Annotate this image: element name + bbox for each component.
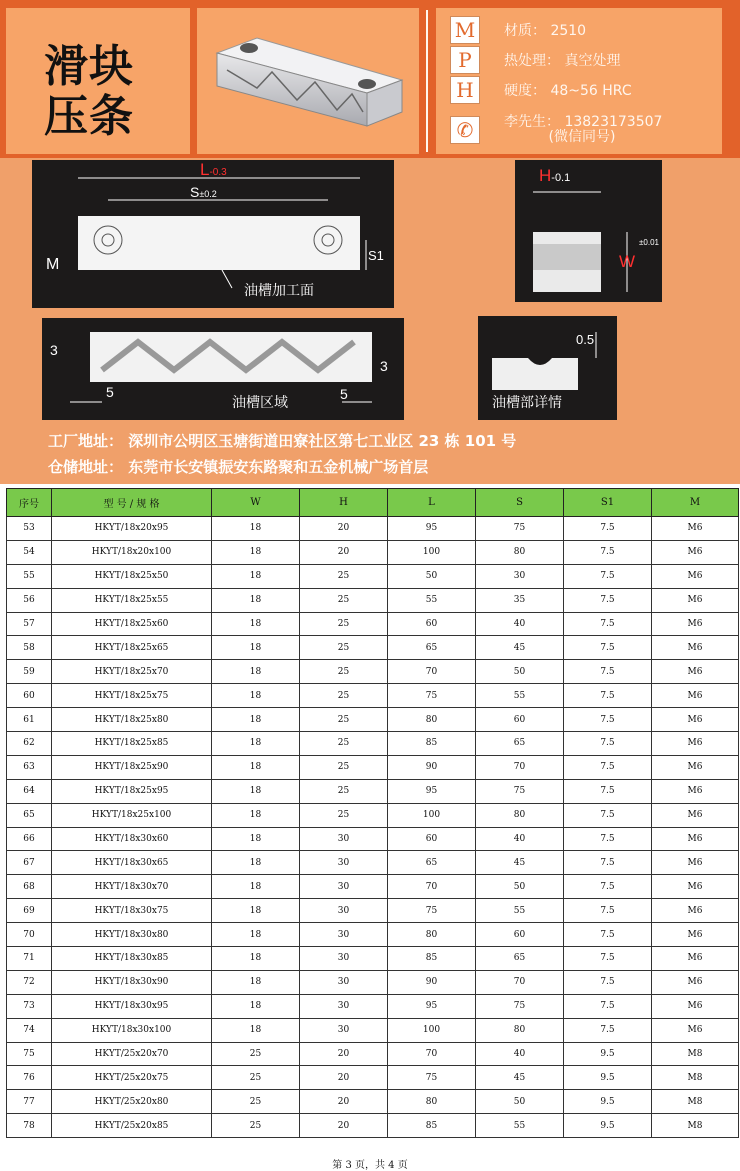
table-cell: 54 [7,540,52,564]
table-cell: M6 [652,588,739,612]
table-row [7,779,739,803]
table-cell: HKYT/25x20x70 [52,1042,212,1066]
spec-table [6,488,739,1138]
table-cell: 85 [388,1114,476,1138]
table-cell: 18 [212,540,300,564]
table-cell: 25 [212,1114,300,1138]
table-row [7,851,739,875]
table-cell: 70 [388,1042,476,1066]
table-cell: 95 [388,779,476,803]
table-cell: 67 [7,851,52,875]
table-cell: 18 [212,708,300,732]
table-cell: 77 [7,1090,52,1114]
table-cell: 30 [300,994,388,1018]
dim-M: M [46,256,60,273]
table-cell: 25 [300,636,388,660]
table-cell: 50 [476,660,564,684]
top-view-drawing [32,160,394,308]
table-cell: HKYT/18x25x65 [52,636,212,660]
table-cell: 7.5 [564,827,652,851]
table-cell: 18 [212,660,300,684]
table-cell: 18 [212,923,300,947]
material-icon: M [450,16,480,44]
table-cell: 100 [388,540,476,564]
table-cell: 25 [300,755,388,779]
table-cell: 7.5 [564,779,652,803]
dim-L: L-0.3 [200,160,227,179]
table-cell: 65 [476,947,564,971]
table-cell: HKYT/18x25x60 [52,612,212,636]
column-header: S1 [564,489,652,517]
table-row [7,899,739,923]
table-cell: 7.5 [564,970,652,994]
spec-panel [436,8,722,154]
table-row [7,564,739,588]
table-cell: 7.5 [564,540,652,564]
table-cell: M6 [652,612,739,636]
side-view-drawing [515,160,662,302]
table-cell: 30 [300,875,388,899]
table-cell: 7.5 [564,588,652,612]
dim-5-right: 5 [340,386,348,402]
table-cell: 9.5 [564,1114,652,1138]
table-cell: 18 [212,564,300,588]
column-header: H [300,489,388,517]
table-cell: 30 [300,923,388,947]
column-header: M [652,489,739,517]
table-row [7,755,739,779]
table-cell: 40 [476,827,564,851]
table-row [7,875,739,899]
table-row [7,612,739,636]
table-cell: 62 [7,732,52,756]
table-cell: 20 [300,517,388,541]
table-cell: 75 [476,994,564,1018]
page-footer: 第 3 页，共 4 页 [332,1160,408,1171]
table-cell: M6 [652,564,739,588]
table-cell: M6 [652,540,739,564]
dim-3-right: 3 [380,358,388,374]
table-row [7,660,739,684]
table-cell: 9.5 [564,1066,652,1090]
table-cell: M6 [652,970,739,994]
table-row [7,1042,739,1066]
table-row [7,732,739,756]
table-cell: HKYT/18x30x60 [52,827,212,851]
table-cell: 59 [7,660,52,684]
table-cell: HKYT/18x30x95 [52,994,212,1018]
table-cell: M6 [652,755,739,779]
table-cell: 20 [300,540,388,564]
table-cell: 30 [300,947,388,971]
table-cell: 25 [300,684,388,708]
table-cell: 69 [7,899,52,923]
table-body [7,517,739,1138]
table-cell: 9.5 [564,1042,652,1066]
table-cell: 7.5 [564,684,652,708]
column-header: S [476,489,564,517]
table-cell: M6 [652,660,739,684]
table-cell: HKYT/18x25x55 [52,588,212,612]
table-cell: 75 [388,684,476,708]
table-row [7,517,739,541]
table-cell: 7.5 [564,923,652,947]
table-cell: 90 [388,970,476,994]
table-cell: 7.5 [564,564,652,588]
table-cell: 30 [300,1018,388,1042]
table-cell: 30 [300,899,388,923]
table-cell: 25 [300,564,388,588]
table-cell: 56 [7,588,52,612]
table-cell: 73 [7,994,52,1018]
table-row [7,947,739,971]
table-cell: M6 [652,732,739,756]
heat-treatment-icon: P [450,46,480,74]
table-cell: 18 [212,636,300,660]
table-cell: 9.5 [564,1090,652,1114]
table-cell: 25 [212,1042,300,1066]
table-cell: M6 [652,803,739,827]
spec-material: M 材质： 2510 [450,16,586,44]
table-cell: 18 [212,994,300,1018]
table-cell: 7.5 [564,732,652,756]
table-cell: 75 [7,1042,52,1066]
table-cell: 60 [388,612,476,636]
table-cell: 18 [212,827,300,851]
oil-face-label: 油槽加工面 [244,282,314,298]
warehouse-address: 仓储地址： 东莞市长安镇振安东路聚和五金机械广场首层 [48,458,429,476]
table-cell: M6 [652,636,739,660]
table-row [7,540,739,564]
factory-address: 工厂地址： 深圳市公明区玉塘街道田寮社区第七工业区 23 栋 101 号 [48,432,517,450]
table-cell: HKYT/18x25x90 [52,755,212,779]
table-row [7,636,739,660]
table-cell: M8 [652,1042,739,1066]
table-cell: 100 [388,1018,476,1042]
table-cell: 45 [476,636,564,660]
table-cell: 80 [388,1090,476,1114]
table-cell: 65 [476,732,564,756]
table-cell: 7.5 [564,875,652,899]
table-cell: 70 [388,875,476,899]
table-cell: 61 [7,708,52,732]
table-cell: 95 [388,994,476,1018]
table-cell: 50 [388,564,476,588]
table-cell: 20 [300,1042,388,1066]
table-cell: 25 [212,1066,300,1090]
product-title: 滑块 压条 [44,41,134,142]
table-cell: 53 [7,517,52,541]
column-header: 序号 [7,489,52,517]
table-cell: 7.5 [564,517,652,541]
table-row [7,588,739,612]
table-cell: 25 [300,660,388,684]
table-cell: HKYT/18x25x85 [52,732,212,756]
table-cell: 18 [212,947,300,971]
table-cell: 80 [388,708,476,732]
table-cell: M8 [652,1090,739,1114]
table-cell: 18 [212,755,300,779]
table-cell: 85 [388,947,476,971]
table-cell: 55 [476,684,564,708]
table-cell: 7.5 [564,947,652,971]
table-cell: M6 [652,875,739,899]
dim-S: S±0.2 [190,184,217,200]
table-cell: 18 [212,803,300,827]
table-cell: 18 [212,899,300,923]
table-cell: 58 [7,636,52,660]
table-cell: M6 [652,851,739,875]
product-photo [197,8,419,154]
table-cell: 18 [212,684,300,708]
table-cell: 40 [476,1042,564,1066]
table-cell: HKYT/18x30x80 [52,923,212,947]
table-cell: 76 [7,1066,52,1090]
table-cell: 85 [388,732,476,756]
table-cell: HKYT/18x25x100 [52,803,212,827]
table-cell: 75 [476,779,564,803]
table-cell: 100 [388,803,476,827]
table-cell: 18 [212,588,300,612]
table-cell: 55 [7,564,52,588]
table-cell: HKYT/25x20x85 [52,1114,212,1138]
table-row [7,1090,739,1114]
oil-detail-label: 油槽部详情 [492,394,562,410]
table-cell: 20 [300,1090,388,1114]
table-cell: 70 [476,970,564,994]
divider [426,10,428,152]
table-cell: 75 [388,1066,476,1090]
dim-5-left: 5 [106,384,114,400]
table-cell: HKYT/25x20x75 [52,1066,212,1090]
table-cell: 7.5 [564,636,652,660]
table-cell: 70 [7,923,52,947]
table-cell: M6 [652,947,739,971]
table-cell: 30 [300,827,388,851]
table-cell: M6 [652,923,739,947]
spec-hardness: H 硬度： 48~56 HRC [450,76,632,104]
table-cell: HKYT/18x20x100 [52,540,212,564]
table-cell: 7.5 [564,994,652,1018]
table-cell: M6 [652,1018,739,1042]
table-cell: 25 [212,1090,300,1114]
table-row [7,684,739,708]
table-header-row [7,489,739,517]
table-cell: 18 [212,517,300,541]
table-cell: 25 [300,803,388,827]
table-cell: 18 [212,732,300,756]
oil-groove-detail-drawing [478,316,617,420]
dim-H: H-0.1 [539,166,571,185]
table-cell: 70 [476,755,564,779]
table-cell: 95 [388,517,476,541]
table-row [7,970,739,994]
hardness-icon: H [450,76,480,104]
table-cell: 30 [300,970,388,994]
table-cell: 72 [7,970,52,994]
table-cell: 60 [7,684,52,708]
table-cell: M6 [652,994,739,1018]
table-cell: 50 [476,1090,564,1114]
table-cell: M6 [652,708,739,732]
table-cell: 18 [212,851,300,875]
table-cell: 7.5 [564,612,652,636]
table-cell: M6 [652,779,739,803]
table-cell: 65 [388,636,476,660]
table-cell: 70 [388,660,476,684]
table-cell: 55 [476,1114,564,1138]
table-row [7,1066,739,1090]
table-cell: 30 [300,851,388,875]
table-cell: HKYT/25x20x80 [52,1090,212,1114]
table-row [7,803,739,827]
table-cell: HKYT/18x25x80 [52,708,212,732]
table-cell: HKYT/18x30x90 [52,970,212,994]
product-photo-panel [197,8,419,154]
table-cell: M6 [652,899,739,923]
table-cell: 60 [388,827,476,851]
phone-icon: ✆ [450,116,480,144]
table-cell: HKYT/18x25x50 [52,564,212,588]
dim-S1: S1 [368,248,384,263]
spec-contact: ✆ 李先生： 13823173507 (微信同号) [450,112,662,148]
table-row [7,827,739,851]
table-cell: 18 [212,779,300,803]
table-cell: M8 [652,1066,739,1090]
table-cell: HKYT/18x30x75 [52,899,212,923]
table-cell: 63 [7,755,52,779]
table-cell: 45 [476,1066,564,1090]
table-cell: 74 [7,1018,52,1042]
table-cell: 75 [476,517,564,541]
table-cell: HKYT/18x25x75 [52,684,212,708]
column-header: 型 号 / 规 格 [52,489,212,517]
dim-3-left: 3 [50,342,58,358]
table-cell: 60 [476,708,564,732]
table-cell: 18 [212,1018,300,1042]
table-cell: 90 [388,755,476,779]
title-panel [6,8,190,154]
table-cell: 25 [300,732,388,756]
table-cell: 57 [7,612,52,636]
column-header: L [388,489,476,517]
table-cell: HKYT/18x25x70 [52,660,212,684]
table-cell: 50 [476,875,564,899]
spec-heat-treatment: P 热处理： 真空处理 [450,46,620,74]
table-cell: 68 [7,875,52,899]
table-row [7,708,739,732]
table-cell: 7.5 [564,803,652,827]
table-cell: M6 [652,684,739,708]
table-cell: 80 [476,1018,564,1042]
table-cell: 55 [388,588,476,612]
dim-W-tol: ±0.01 [639,238,659,247]
table-cell: M8 [652,1114,739,1138]
table-cell: 30 [476,564,564,588]
table-cell: 18 [212,970,300,994]
oil-area-label: 油槽区域 [232,394,288,410]
table-row [7,923,739,947]
table-row [7,1114,739,1138]
table-cell: M6 [652,827,739,851]
table-cell: 60 [476,923,564,947]
table-cell: 25 [300,779,388,803]
table-cell: 71 [7,947,52,971]
table-cell: 64 [7,779,52,803]
table-cell: 20 [300,1066,388,1090]
table-cell: 80 [476,540,564,564]
oil-groove-drawing [42,318,404,420]
table-cell: 7.5 [564,1018,652,1042]
table-cell: 80 [476,803,564,827]
table-cell: 7.5 [564,660,652,684]
table-cell: 7.5 [564,708,652,732]
table-cell: HKYT/18x20x95 [52,517,212,541]
table-cell: 35 [476,588,564,612]
table-cell: 65 [388,851,476,875]
table-cell: 18 [212,875,300,899]
table-cell: 25 [300,612,388,636]
table-cell: 45 [476,851,564,875]
table-cell: 25 [300,588,388,612]
table-cell: 78 [7,1114,52,1138]
table-cell: 40 [476,612,564,636]
table-row [7,994,739,1018]
table-cell: HKYT/18x30x65 [52,851,212,875]
table-cell: HKYT/18x30x100 [52,1018,212,1042]
table-cell: 66 [7,827,52,851]
table-cell: M6 [652,517,739,541]
table-cell: 65 [7,803,52,827]
table-cell: 20 [300,1114,388,1138]
table-cell: 7.5 [564,899,652,923]
table-cell: HKYT/18x25x95 [52,779,212,803]
table-cell: 7.5 [564,851,652,875]
table-cell: 75 [388,899,476,923]
table-cell: 25 [300,708,388,732]
table-cell: 80 [388,923,476,947]
table-row [7,1018,739,1042]
table-cell: 7.5 [564,755,652,779]
table-cell: HKYT/18x30x85 [52,947,212,971]
column-header: W [212,489,300,517]
dim-W: W [619,252,636,271]
dim-0.5: 0.5 [576,332,595,347]
table-cell: 55 [476,899,564,923]
table-cell: HKYT/18x30x70 [52,875,212,899]
table-cell: 18 [212,612,300,636]
